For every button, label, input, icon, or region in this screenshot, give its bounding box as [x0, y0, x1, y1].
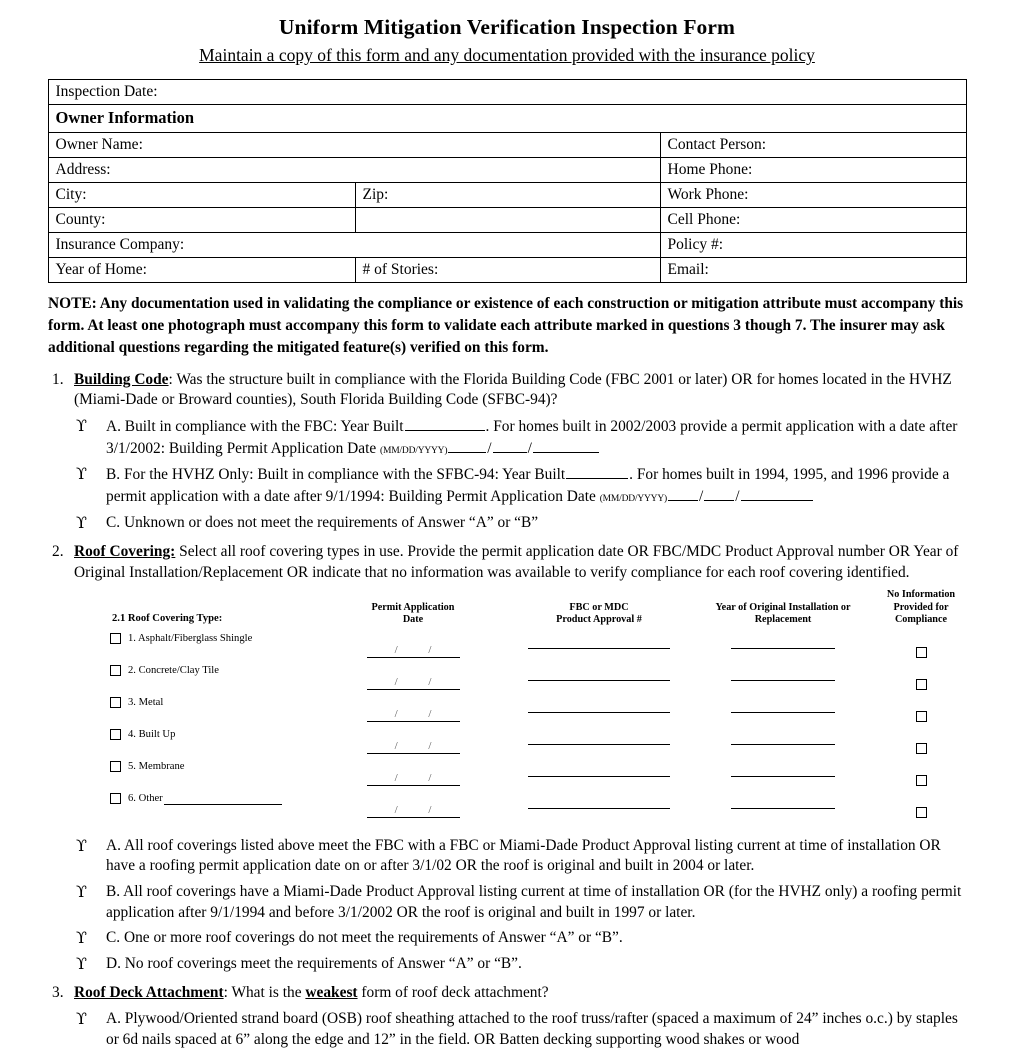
table-row [110, 758, 966, 790]
table-row [48, 132, 966, 157]
table-row [110, 726, 966, 758]
question-2-body [74, 542, 966, 583]
checkbox-roof-type-6[interactable] [110, 793, 121, 804]
table-row [48, 233, 966, 258]
question-1-answer-a-text: A. Built in compliance with the FBC: Year Built . For homes built in 2002/2003 provide a permit application with a date after 3/1/2002: Building Permit Application Date (MM/DD/YYYY) / / [106, 418, 958, 457]
roof-table-body [110, 630, 966, 822]
roof-table-header-row [110, 589, 966, 629]
roof-type-cell-1 [110, 630, 318, 662]
permit-date-cell-4[interactable] [318, 726, 508, 758]
checkbox-no-info-5[interactable] [916, 775, 927, 786]
roof-type-3-label: 3. Metal [128, 696, 164, 708]
permit-date-cell-2[interactable] [318, 662, 508, 694]
fbc-approval-input-1[interactable] [528, 647, 670, 649]
permit-date-cell-1[interactable] [318, 630, 508, 662]
roof-type-2-label: 2. Concrete/Clay Tile [128, 664, 219, 676]
question-1-body [74, 370, 966, 411]
checkbox-no-info-6[interactable] [916, 807, 927, 818]
address-cell[interactable]: Address: [48, 157, 660, 182]
permit-date-month-a[interactable] [448, 438, 486, 453]
noinfo-cell-3 [876, 694, 966, 726]
noinfo-cell-2 [876, 662, 966, 694]
question-2-answer-d-text: D. No roof coverings meet the requirements of Answer “A” or “B”. [106, 954, 522, 972]
question-1-answer-a[interactable] [48, 416, 966, 459]
question-3-label: Roof Deck Attachment [74, 984, 224, 1002]
header-noinfo-line2: Provided for [893, 601, 949, 613]
table-row [110, 630, 966, 662]
table-row [48, 182, 966, 207]
question-2-answer-b-text: B. All roof coverings have a Miami-Dade Product Approval listing current at time of installation OR (for the HVHZ only) a roofing permit application after 9/1/1994 and before 3/1/2002 OR the roof is original and built in 1997 or later. [106, 882, 962, 921]
question-3-number: 3. [52, 984, 64, 1002]
question-3-answer-a[interactable] [48, 1009, 966, 1050]
permit-date-input-2[interactable]: / / [367, 676, 460, 690]
roof-covering-grid-wrapper [48, 589, 966, 821]
fbc-cell-6[interactable] [508, 790, 690, 822]
header-fbc-line2: Product Approval # [556, 613, 642, 625]
radio-bullet-icon[interactable]: ϒ [76, 512, 87, 532]
year-cell-1[interactable] [690, 630, 876, 662]
roof-type-cell-2 [110, 662, 318, 694]
table-row [110, 662, 966, 694]
table-row [110, 790, 966, 822]
answer-b-part1: B. For the HVHZ Only: Built in compliance with the SFBC-94: Year Built [106, 466, 566, 484]
roof-type-cell-3 [110, 694, 318, 726]
fbc-approval-input-2[interactable] [528, 679, 670, 681]
owner-information-table [48, 79, 967, 283]
fbc-approval-input-5[interactable] [528, 775, 670, 777]
roof-type-5-label: 5. Membrane [128, 760, 185, 772]
radio-bullet-icon[interactable]: ϒ [76, 835, 87, 855]
fbc-cell-1[interactable] [508, 630, 690, 662]
header-year-line1: Year of Original Installation or [715, 601, 851, 613]
checkbox-no-info-4[interactable] [916, 743, 927, 754]
permit-date-day-a[interactable] [493, 438, 527, 453]
roof-type-5 [110, 758, 318, 772]
year-cell-5[interactable] [690, 758, 876, 790]
header-permit-line1: Permit Application [371, 601, 455, 613]
question-3-prompt-part1: : What is the [223, 984, 306, 1002]
question-3-answer-a-line1: A. Plywood/Oriented strand board (OSB) roof sheathing attached to the roof truss/rafter (spaced a maximum of 24” inches o.c.) [106, 1010, 893, 1028]
permit-date-input-3[interactable]: / / [367, 708, 460, 722]
roof-type-cell-4 [110, 726, 318, 758]
permit-date-month-b[interactable] [668, 486, 698, 501]
question-2-label: Roof Covering: [74, 543, 176, 561]
work-phone-cell[interactable]: Work Phone: [660, 182, 966, 207]
question-2-answer-a-text: A. All roof coverings listed above meet the FBC with a FBC or Miami-Dade Product Approval listing current at time of installation OR have a roofing permit application date on or after 3/1/02 OR the roof is original and built in 2004 or later. [106, 836, 941, 875]
year-install-input-3[interactable] [731, 711, 835, 713]
checkbox-roof-type-3[interactable] [110, 697, 121, 708]
title-block [0, 0, 1014, 67]
roof-type-other-input[interactable] [164, 793, 282, 805]
noinfo-cell-4 [876, 726, 966, 758]
permit-date-year-a[interactable] [533, 438, 599, 453]
question-1-answer-b[interactable] [48, 464, 966, 507]
header-no-information-provided [876, 589, 966, 629]
number-of-stories-cell[interactable]: # of Stories: [355, 258, 660, 283]
year-install-input-6[interactable] [731, 807, 835, 809]
fbc-cell-5[interactable] [508, 758, 690, 790]
page-title: Uniform Mitigation Verification Inspection Form [278, 15, 736, 39]
table-row-owner-information-header [48, 104, 966, 132]
question-2-answer-c[interactable] [48, 928, 966, 949]
permit-date-cell-5[interactable] [318, 758, 508, 790]
checkbox-no-info-1[interactable] [916, 647, 927, 658]
policy-number-cell[interactable]: Policy #: [660, 233, 966, 258]
permit-date-input-1[interactable]: / / [367, 644, 460, 658]
roof-covering-table [110, 589, 966, 821]
home-phone-cell[interactable]: Home Phone: [660, 157, 966, 182]
question-2-prompt: Select all roof covering types in use. Provide the permit application date OR FBC/MDC Product Approval number OR Year of Original Installation/Replacement OR indicate that no information was available to verify compliance for each roof covering identified. [74, 543, 959, 581]
question-1-number: 1. [52, 370, 64, 388]
permit-date-day-b[interactable] [704, 486, 734, 501]
permit-date-input-5[interactable]: / / [367, 772, 460, 786]
table-row [48, 157, 966, 182]
table-row [48, 258, 966, 283]
answer-a-part1: A. Built in compliance with the FBC: Year Built [106, 418, 404, 435]
roof-type-cell-5 [110, 758, 318, 790]
radio-bullet-icon[interactable]: ϒ [76, 881, 87, 901]
question-3-answer-a-text [106, 1009, 966, 1050]
cell-phone-cell[interactable]: Cell Phone: [660, 207, 966, 232]
email-cell[interactable]: Email: [660, 258, 966, 283]
question-1-answer-c[interactable] [48, 513, 966, 534]
page-subtitle: Maintain a copy of this form and any documentation provided with the insurance policy [199, 44, 815, 65]
checkbox-roof-type-4[interactable] [110, 729, 121, 740]
question-2-answer-c-text: C. One or more roof coverings do not meet the requirements of Answer “A” or “B”. [106, 929, 623, 947]
county-blank-cell[interactable] [355, 207, 660, 232]
radio-bullet-icon[interactable]: ϒ [76, 416, 87, 435]
header-permit-line2: Date [402, 613, 424, 625]
owner-name-cell[interactable]: Owner Name: [48, 132, 660, 157]
question-3-body [74, 983, 966, 1004]
owner-information-header: Owner Information [48, 104, 966, 132]
question-1-answer-c-text: C. Unknown or does not meet the requirements of Answer “A” or “B” [106, 513, 539, 531]
answer-a-part2: . For homes built in 2002/2003 provide a permit application with a date after 3/1/2002: Building Permit Application Date [106, 418, 958, 457]
note-paragraph: NOTE: Any documentation used in validating the compliance or existence of each construction or mitigation attribute must accompany this form. At least one photograph must accompany this form to validate each attribute marked in questions 3 though 7. The insurer may ask additional questions regarding the mitigated feature(s) verified on this form. [48, 295, 964, 356]
roof-type-6-label: 6. Other [128, 793, 163, 805]
radio-bullet-icon[interactable]: ϒ [76, 928, 87, 948]
table-row [110, 694, 966, 726]
answer-b-part2: . For homes built in 1994, 1995, and 1996 provide a permit application with a date after 9/1/1994: Building Permit Application Date [106, 466, 950, 505]
year-install-input-5[interactable] [731, 775, 835, 777]
checkbox-roof-type-2[interactable] [110, 665, 121, 676]
header-roof-covering-type: 2.1 Roof Covering Type: [112, 613, 223, 625]
year-install-input-1[interactable] [731, 647, 835, 649]
fbc-cell-4[interactable] [508, 726, 690, 758]
roof-type-1-label: 1. Asphalt/Fiberglass Shingle [128, 632, 253, 644]
question-2-answer-b[interactable] [48, 882, 966, 923]
mmddyyyy-hint-b: (MM/DD/YYYY) [599, 493, 667, 504]
roof-type-4 [110, 726, 318, 740]
question-1-prompt: : Was the structure built in compliance with the Florida Building Code (FBC 2001 or later) OR for homes located in the HVHZ (Miami-Dade or Broward counties), South Florida Building Code (SFBC-94)? [74, 370, 952, 409]
radio-bullet-icon[interactable]: ϒ [76, 953, 87, 973]
header-permit-application-date [318, 589, 508, 629]
insurance-company-cell[interactable]: Insurance Company: [48, 233, 660, 258]
roof-type-1 [110, 630, 318, 644]
question-2-answer-d[interactable] [48, 954, 966, 975]
checkbox-roof-type-1[interactable] [110, 633, 121, 644]
checkbox-roof-type-5[interactable] [110, 761, 121, 772]
radio-bullet-icon[interactable]: ϒ [76, 1009, 87, 1029]
header-year-line2: Replacement [754, 613, 812, 625]
question-1 [48, 370, 966, 411]
question-3-prompt-part2: form of roof deck attachment? [357, 984, 549, 1002]
header-noinfo-line1: No Information [886, 589, 956, 601]
contact-person-cell[interactable]: Contact Person: [660, 132, 966, 157]
table-row-inspection-date [48, 79, 966, 104]
year-cell-4[interactable] [690, 726, 876, 758]
checkbox-no-info-2[interactable] [916, 679, 927, 690]
roof-type-3 [110, 694, 318, 708]
fbc-approval-input-3[interactable] [528, 711, 670, 713]
noinfo-cell-1 [876, 630, 966, 662]
fbc-cell-2[interactable] [508, 662, 690, 694]
permit-date-cell-6[interactable] [318, 790, 508, 822]
question-1-label: Building Code [74, 370, 169, 388]
question-1-answer-b-text: B. For the HVHZ Only: Built in compliance with the SFBC-94: Year Built . For homes built in 1994, 1995, and 1996 provide a permit application with a date after 9/1/1994: Building Permit Application Date (MM/DD/YYYY) / / [106, 466, 950, 505]
fbc-cell-3[interactable] [508, 694, 690, 726]
noinfo-cell-6 [876, 790, 966, 822]
header-fbc-line1: FBC or MDC [569, 601, 629, 613]
questions-section [48, 370, 966, 1050]
question-3-prompt-emphasis: weakest [305, 984, 358, 1002]
permit-date-year-b[interactable] [741, 486, 813, 501]
permit-date-input-6[interactable]: / / [367, 804, 460, 818]
year-cell-2[interactable] [690, 662, 876, 694]
checkbox-no-info-3[interactable] [916, 711, 927, 722]
year-install-input-2[interactable] [731, 679, 835, 681]
year-cell-3[interactable] [690, 694, 876, 726]
inspection-date-cell[interactable]: Inspection Date: [48, 79, 966, 104]
roof-type-cell-6 [110, 790, 318, 822]
header-fbc-mdc-product-approval [508, 589, 690, 629]
year-install-input-4[interactable] [731, 743, 835, 745]
fbc-approval-input-4[interactable] [528, 743, 670, 745]
noinfo-cell-5 [876, 758, 966, 790]
permit-date-cell-3[interactable] [318, 694, 508, 726]
county-cell[interactable]: County: [48, 207, 355, 232]
question-3-answer-a-line2: by staples or 6d nails spaced at 6” along the edge and 12” in the field. OR Batten decking supporting wood shakes or wood [106, 1010, 958, 1048]
mmddyyyy-hint-a: (MM/DD/YYYY) [380, 445, 448, 456]
permit-date-input-4[interactable]: / / [367, 740, 460, 754]
year-cell-6[interactable] [690, 790, 876, 822]
fbc-approval-input-6[interactable] [528, 807, 670, 809]
roof-type-2 [110, 662, 318, 676]
year-built-blank-a[interactable] [405, 416, 485, 431]
question-3 [48, 983, 966, 1004]
year-of-home-cell[interactable]: Year of Home: [48, 258, 355, 283]
city-cell[interactable]: City: [48, 182, 355, 207]
header-year-of-original-installation [690, 589, 876, 629]
table-row [48, 207, 966, 232]
year-built-blank-b[interactable] [566, 464, 628, 479]
question-2-answer-a[interactable] [48, 836, 966, 877]
question-2 [48, 542, 966, 583]
roof-type-6 [110, 790, 318, 805]
zip-cell[interactable]: Zip: [355, 182, 660, 207]
radio-bullet-icon[interactable]: ϒ [76, 464, 87, 484]
roof-type-4-label: 4. Built Up [128, 728, 176, 740]
header-noinfo-line3: Compliance [894, 613, 948, 625]
question-2-number: 2. [52, 543, 64, 561]
